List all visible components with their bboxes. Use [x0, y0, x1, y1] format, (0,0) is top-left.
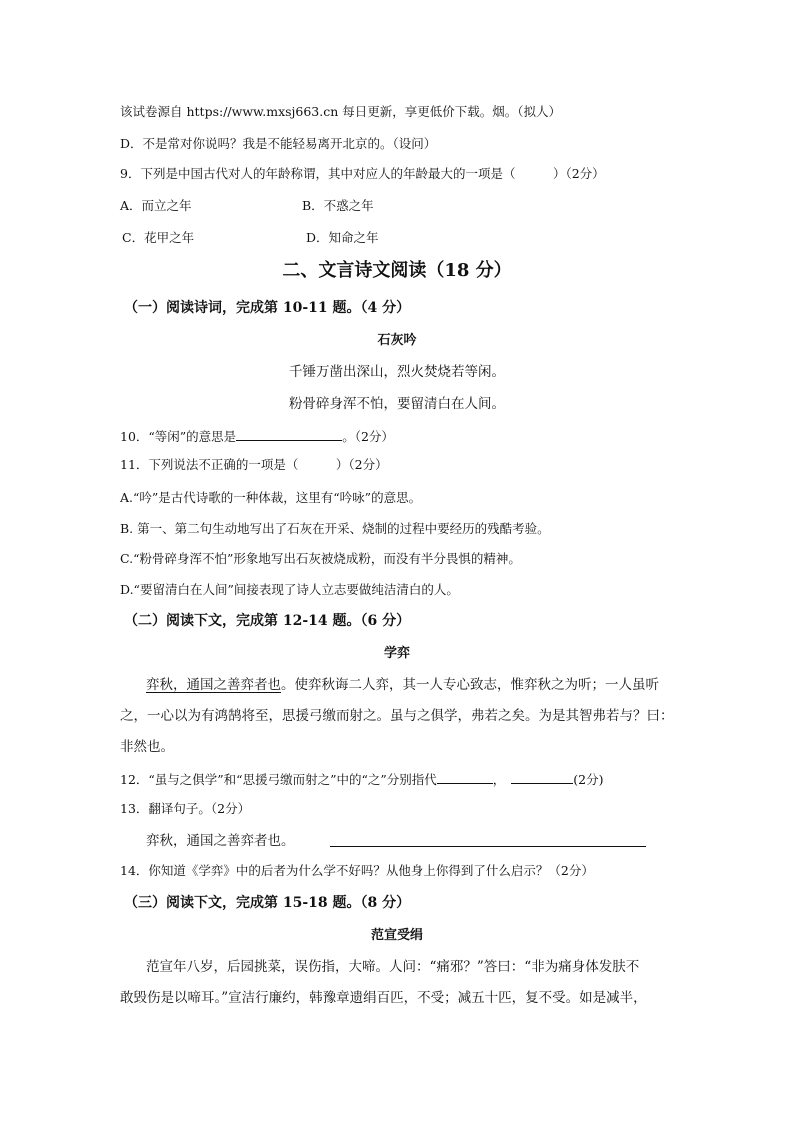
- question-12: [120, 769, 603, 789]
- question-13-sentence: 弈秋，通国之善弈者也。: [146, 833, 295, 849]
- passage-fanxuan-line-1: 范宣年八岁，后园挑菜，误伤指，大啼。人问：“痛邪？”答曰：“非为痛身体发肤不: [146, 959, 640, 975]
- passage-title-xueyi: 学弈: [383, 646, 410, 661]
- question-12-points: (2分): [573, 772, 604, 787]
- underlined-sentence: 弈秋，通国之善弈者也: [146, 677, 281, 693]
- poem-line-1: 千锤万凿出深山，烈火焚烧若等闲。: [289, 364, 505, 380]
- answer-blank-2[interactable]: [511, 769, 573, 784]
- question-9-option-a: A．而立之年: [120, 198, 192, 213]
- question-12-separator: ，: [492, 772, 506, 787]
- passage-title-fanxuan: 范宣受绢: [370, 928, 423, 943]
- question-13-answer: [330, 832, 646, 852]
- question-12-text: 12．“虽与之俱学”和“思援弓缴而射之”中的“之”分别指代: [120, 772, 437, 787]
- question-9-option-c: C．花甲之年: [122, 230, 195, 245]
- question-11-option-a: A.“吟”是古代诗歌的一种体裁，这里有“吟咏”的意思。: [120, 490, 422, 505]
- passage-xueyi-line-1-rest: 。使弈秋诲二人弈，其一人专心致志，惟弈秋之为听；一人虽听: [281, 677, 659, 693]
- header-note: 该试卷源自 https://www.mxsj663.cn 每日更新，享更低价下载。烟。（拟人）: [120, 104, 562, 119]
- part-3-heading: （三）阅读下文，完成第 15-18 题。（8 分）: [124, 895, 411, 911]
- question-8-option-d: D．不是常对你说吗？我是不能轻易离开北京的。（设问）: [120, 136, 437, 151]
- question-11-option-d: D.“要留清白在人间”间接表现了诗人立志要做纯洁清白的人。: [120, 582, 459, 597]
- question-10: [120, 426, 394, 446]
- passage-xueyi-line-1: [146, 676, 659, 694]
- question-10-text: 10．“等闲”的意思是: [120, 429, 237, 444]
- poem-title: 石灰吟: [377, 333, 417, 348]
- question-9-stem: 9．下列是中国古代对人的年龄称谓，其中对应人的年龄最大的一项是（ ）（2分）: [120, 166, 605, 181]
- section-2-title: 二、文言诗文阅读（18 分）: [282, 260, 512, 281]
- question-9-option-d: D．知命之年: [306, 230, 379, 245]
- answer-blank[interactable]: [236, 426, 342, 441]
- part-2-heading: （二）阅读下文，完成第 12-14 题。（6 分）: [124, 613, 411, 629]
- question-9-option-b: B．不惑之年: [302, 198, 374, 213]
- question-13-stem: 13．翻译句子。（2分）: [120, 801, 251, 816]
- passage-xueyi-line-2: 之，一心以为有鸿鹄将至，思援弓缴而射之。虽与之俱学，弗若之矣。为是其智弗若与？曰：: [120, 708, 674, 724]
- question-10-points: 。（2分）: [342, 429, 394, 444]
- question-11-option-c: C.“粉骨碎身浑不怕”形象地写出石灰被烧成粉，而没有半分畏惧的精神。: [120, 551, 521, 566]
- passage-xueyi-line-3: 非然也。: [120, 739, 174, 755]
- question-11-option-b: B. 第一、第二句生动地写出了石灰在开采、烧制的过程中要经历的残酷考验。: [120, 521, 550, 536]
- question-11-stem: 11．下列说法不正确的一项是（ ）（2分）: [120, 457, 388, 472]
- question-14: 14．你知道《学弈》中的后者为什么学不好吗？从他身上你得到了什么启示？（2分）: [120, 863, 594, 878]
- part-1-heading: （一）阅读诗词，完成第 10-11 题。（4 分）: [124, 300, 411, 316]
- passage-fanxuan-line-2: 敢毁伤是以啼耳。”宣洁行廉约，韩豫章遗绢百匹，不受；减五十匹，复不受。如是减半，: [120, 990, 647, 1006]
- answer-blank-1[interactable]: [437, 769, 493, 784]
- answer-blank[interactable]: [330, 832, 646, 847]
- poem-line-2: 粉骨碎身浑不怕，要留清白在人间。: [289, 396, 505, 412]
